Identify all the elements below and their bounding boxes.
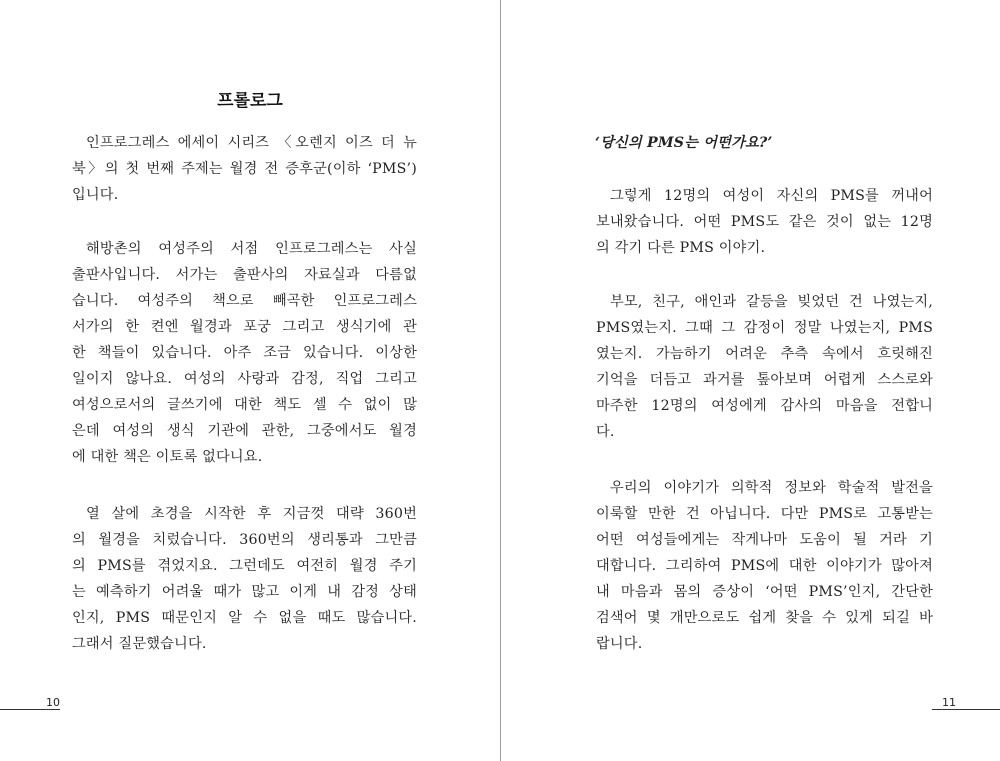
text-line: 이룩할 만한 건 아닙니다. 다만 PMS로 고통받는 bbox=[596, 506, 933, 522]
text-line: 부모, 친구, 애인과 갈등을 빚었던 건 나였는지, bbox=[610, 294, 933, 310]
text-line: 인프로그레스 에세이 시리즈 〈오렌지 이즈 더 뉴 bbox=[86, 135, 417, 151]
text-line: 출판사입니다. 서가는 출판사의 자료실과 다름없 bbox=[72, 267, 417, 283]
text-line: 검색어 몇 개만으로도 쉽게 찾을 수 있게 되길 바 bbox=[596, 610, 933, 626]
text-line: 에 대한 책은 이토록 없다니요. bbox=[72, 449, 263, 465]
text-line: 그렇게 12명의 여성이 자신의 PMS를 꺼내어 bbox=[610, 188, 933, 204]
page-title: 프롤로그 bbox=[217, 91, 283, 111]
text-line: 일이지 않나요. 여성의 사랑과 감정, 직업 그리고 bbox=[72, 371, 417, 387]
text-line: 의 월경을 치렀습니다. 360번의 생리통과 그만큼 bbox=[72, 532, 417, 548]
text-line: 여성으로서의 글쓰기에 대한 책도 셀 수 없이 많 bbox=[72, 397, 417, 413]
page-number: 10 bbox=[46, 696, 60, 709]
text-line: 우리의 이야기가 의학적 정보와 학술적 발전을 bbox=[610, 480, 933, 496]
text-line: PMS였는지. 그때 그 감정이 정말 나였는지, PMS bbox=[596, 320, 933, 336]
text-line: 다. bbox=[596, 424, 615, 440]
text-line: 의 각기 다른 PMS 이야기. bbox=[596, 240, 766, 256]
text-line: 은데 여성의 생식 기관에 관한, 그중에서도 월경 bbox=[72, 423, 417, 439]
section-heading: ‘당신의 PMS는 어떤가요?’ bbox=[595, 135, 773, 151]
text-line: 그래서 질문했습니다. bbox=[72, 636, 207, 652]
text-line: 인지, PMS 때문인지 알 수 없을 때도 많습니다. bbox=[72, 610, 417, 626]
text-line: 서가의 한 켠엔 월경과 포궁 그리고 생식기에 관 bbox=[72, 319, 417, 335]
text-line: 대합니다. 그리하여 PMS에 대한 이야기가 많아져 bbox=[596, 558, 933, 574]
text-line: 내 마음과 몸의 증상이 ‘어떤 PMS’인지, 간단한 bbox=[596, 584, 933, 600]
page-number-rule bbox=[0, 709, 60, 710]
text-line: 는 예측하기 어려울 때가 많고 이게 내 감정 상태 bbox=[72, 584, 417, 600]
text-line: 습니다. 여성주의 책으로 빼곡한 인프로그레스 bbox=[72, 293, 417, 309]
text-line: 북〉의 첫 번째 주제는 월경 전 증후군(이하 ‘PMS’) bbox=[72, 161, 417, 177]
page-number-rule bbox=[932, 709, 1000, 710]
text-line: 랍니다. bbox=[596, 636, 643, 652]
text-line: 열 살에 초경을 시작한 후 지금껏 대략 360번 bbox=[86, 506, 417, 522]
text-line: 였는지. 가늠하기 어려운 추측 속에서 흐릿해진 bbox=[596, 346, 933, 362]
right-page bbox=[501, 0, 1000, 761]
text-line: 해방촌의 여성주의 서점 인프로그레스는 사실 bbox=[86, 241, 417, 257]
text-line: 한 책들이 있습니다. 아주 조금 있습니다. 이상한 bbox=[72, 345, 417, 361]
page-number: 11 bbox=[942, 696, 956, 709]
text-line: 의 PMS를 겪었지요. 그런데도 여전히 월경 주기 bbox=[72, 558, 417, 574]
text-line: 입니다. bbox=[72, 187, 119, 203]
text-line: 어떤 여성들에게는 작게나마 도움이 될 거라 기 bbox=[596, 532, 933, 548]
text-line: 마주한 12명의 여성에게 감사의 마음을 전합니 bbox=[596, 398, 933, 414]
text-line: 보내왔습니다. 어떤 PMS도 같은 것이 없는 12명 bbox=[596, 214, 933, 230]
text-line: 기억을 더듬고 과거를 톺아보며 어렵게 스스로와 bbox=[596, 372, 933, 388]
